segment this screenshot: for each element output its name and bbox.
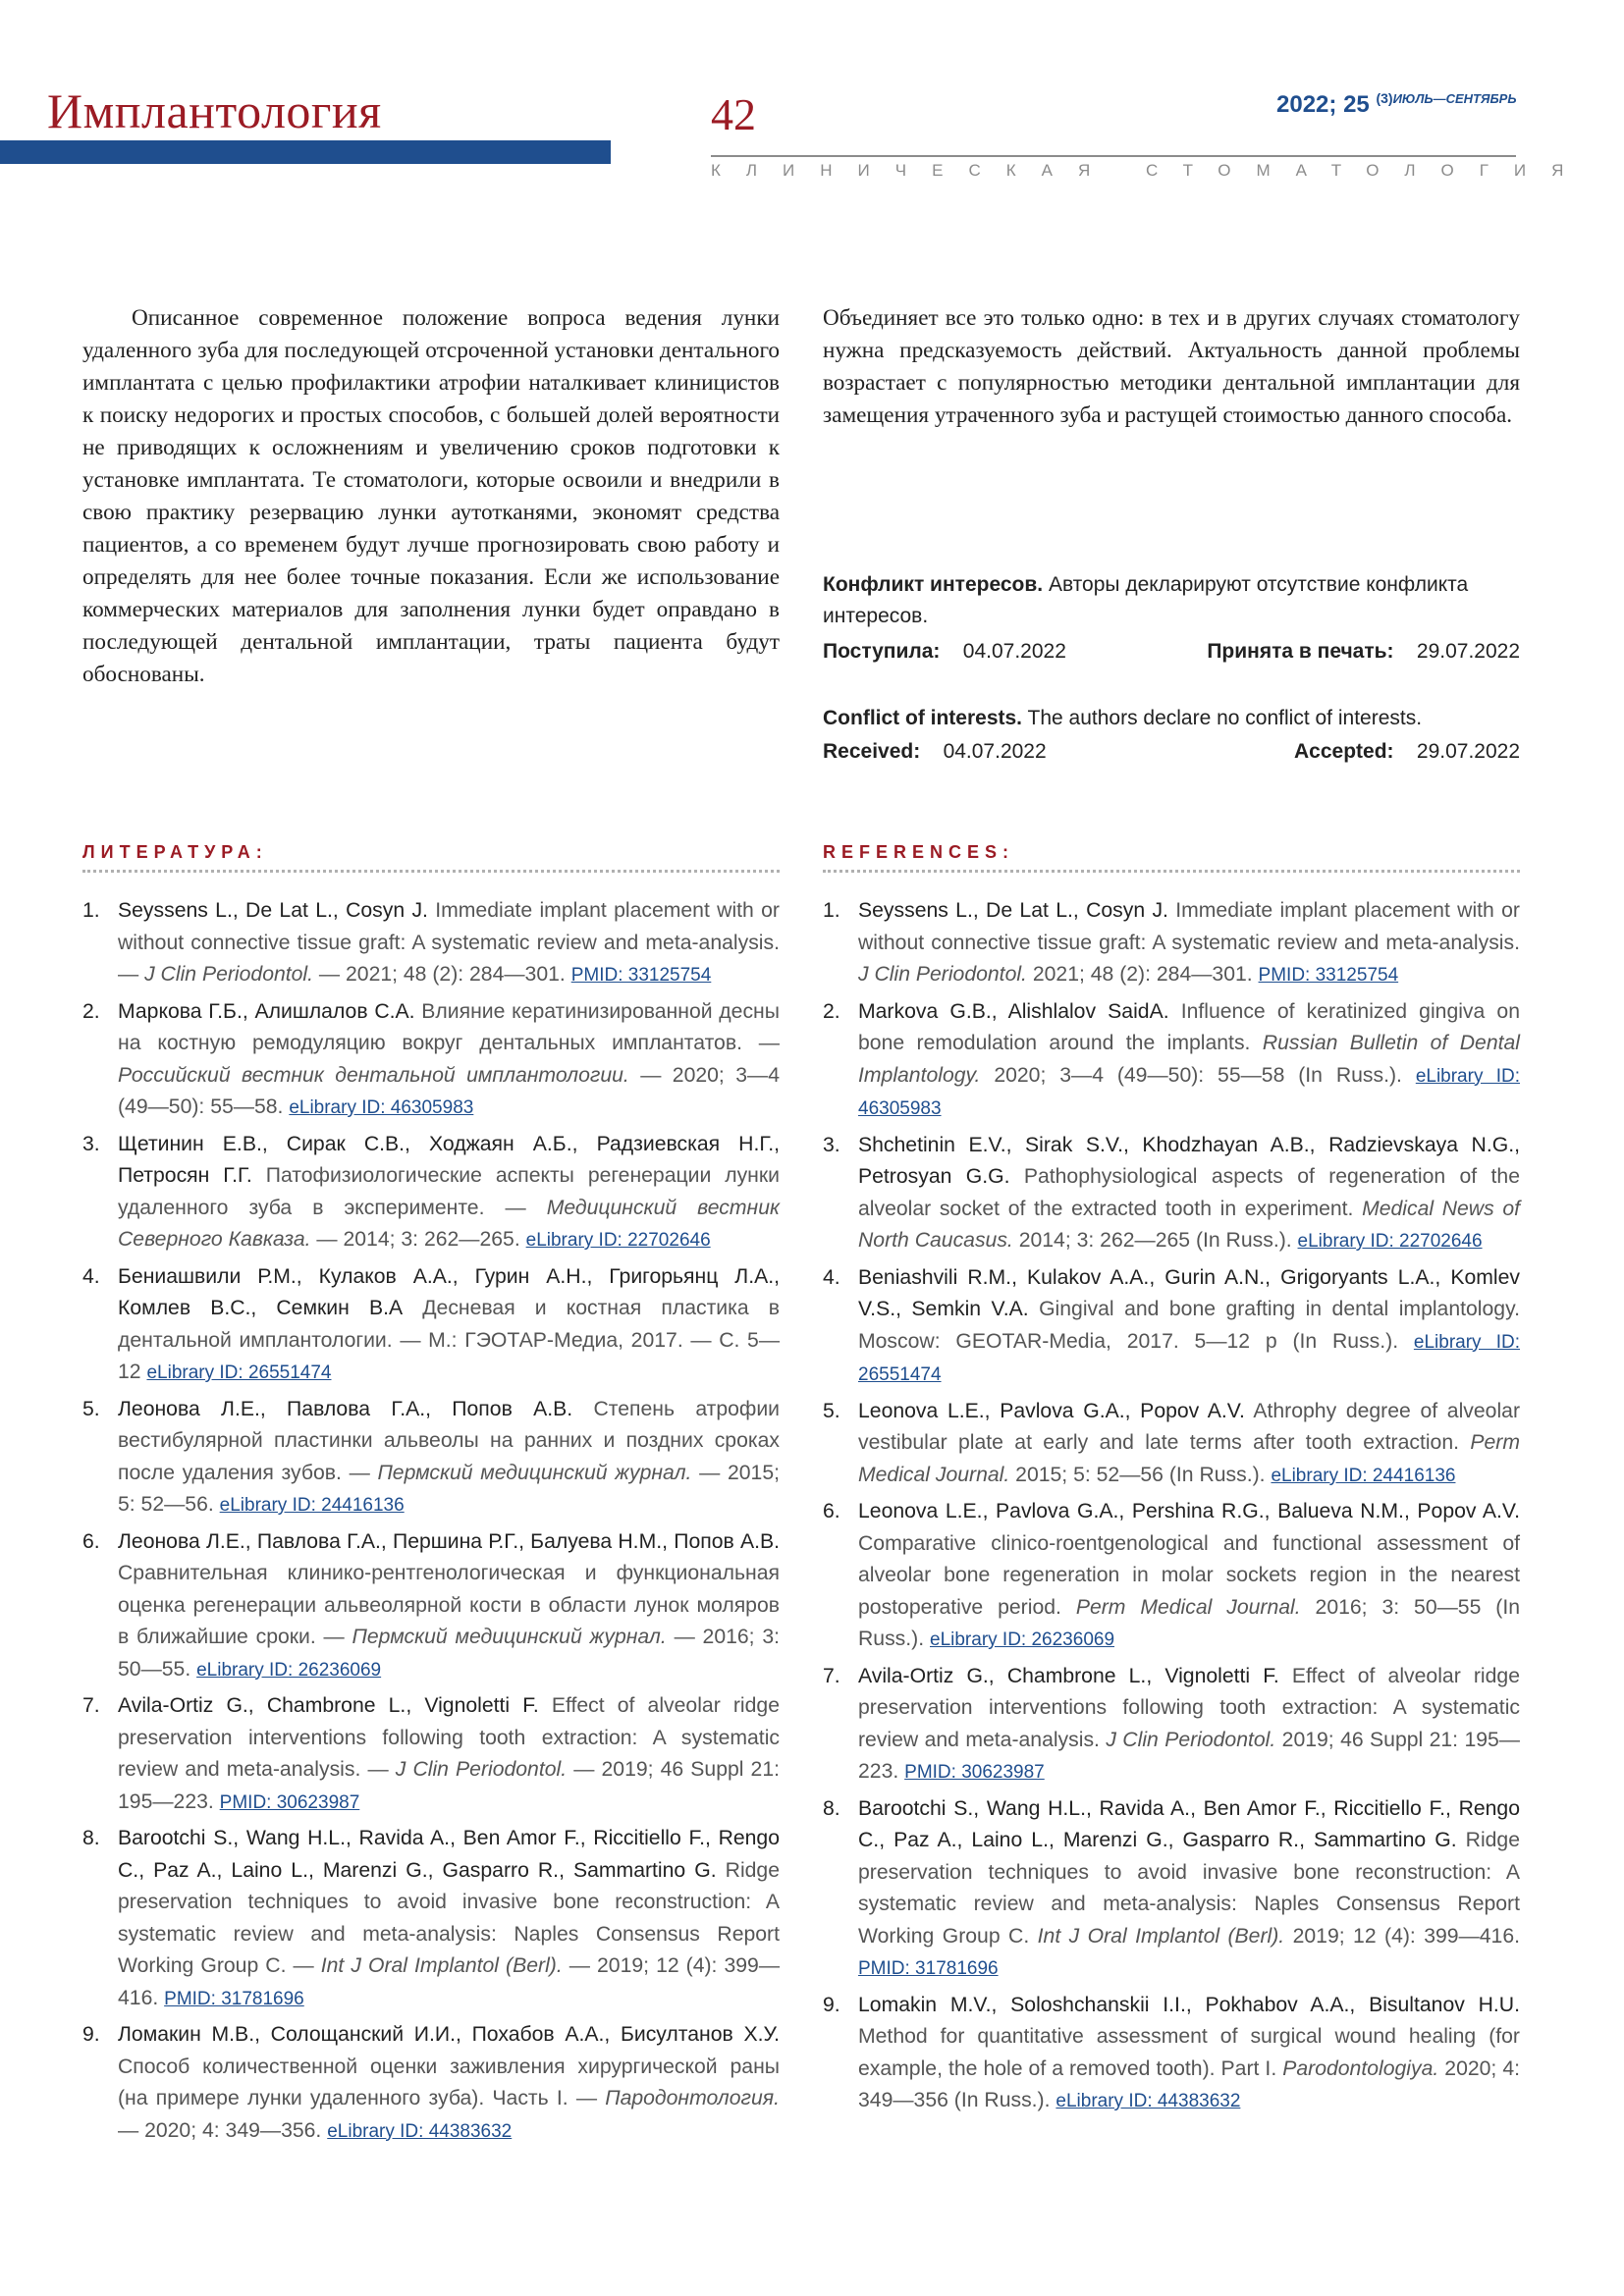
reference-title: Ridge preservation techniques to avoid invasive bone reconstruction: A systematic review and meta-analysis: Naples Consensus Report Working Group C. <box>858 1829 1520 1948</box>
literature-list <box>82 895 780 2152</box>
reference-link[interactable]: PMID: 30623987 <box>904 1762 1045 1783</box>
references-list <box>823 895 1520 2122</box>
received-en-date: 04.07.2022 <box>943 740 1047 763</box>
reference-journal: J Clin Periodontol. <box>144 963 314 986</box>
received-ru-date: 04.07.2022 <box>962 640 1066 663</box>
reference-title: Comparative clinico-roentgenological and functional assessment of alveolar bone regeneration in molar sockets region in the nearest postoperative period. <box>858 1531 1520 1619</box>
header-accent-bar <box>0 140 611 164</box>
coi-en-text: The authors declare no conflict of interests. <box>1027 707 1423 729</box>
reference-title: Effect of alveolar ridge preservation interventions following tooth extraction: A systematic review and meta-analysis. — <box>118 1694 780 1781</box>
reference-title: Method for quantitative assessment of surgical wound healing (for example, the hole of a removed tooth). Part I. <box>858 2025 1520 2080</box>
reference-link[interactable]: PMID: 31781696 <box>164 1988 304 2009</box>
reference-details: 2016; 3: 50—55 (In Russ.). <box>858 1595 1520 1650</box>
reference-number: 1. <box>823 899 840 922</box>
reference-item <box>82 1261 780 1390</box>
issue-volume: 25 <box>1343 91 1370 118</box>
body-paragraph-right: Объединяет все это только одно: в тех и в других случаях стоматологу нужна предсказуемость действий. Актуальность данной проблемы возрастает с популярностью методики дентальной имплантации для замещения утраченного зуба и растущей стоимостью данного способа. <box>823 305 1520 428</box>
reference-details: — 2016; 3: 50—55. <box>118 1626 781 1681</box>
dates-en <box>823 736 1520 768</box>
reference-link[interactable]: PMID: 33125754 <box>1258 965 1399 986</box>
reference-item <box>823 1396 1520 1493</box>
accepted-en-date: 29.07.2022 <box>1416 740 1520 763</box>
reference-authors: Бениашвили Р.М., Кулаков А.А., Гурин А.Н., Григорьянц Л.А., Комлев В.С., Семкин В.А <box>118 1264 780 1319</box>
reference-title: Pathophysiological aspects of regeneration of the alveolar socket of the extracted tooth in experiment. <box>858 1165 1520 1220</box>
coi-ru-label: Конфликт интересов. <box>823 573 1044 596</box>
reference-item <box>823 1793 1520 1986</box>
reference-number: 9. <box>823 1993 840 2016</box>
reference-details: 2020; 3—4 (49—50): 55—58 (In Russ.). <box>994 1063 1402 1087</box>
reference-authors: Avila-Ortiz G., Chambrone L., Vignoletti F. <box>118 1694 539 1717</box>
reference-details: 2019; 12 (4): 399—416. <box>1292 1924 1520 1948</box>
reference-journal: Int J Oral Implantol (Berl). <box>320 1954 563 1977</box>
reference-details: — 2020; 3—4 (49—50): 55—58. <box>118 1063 780 1118</box>
conflict-of-interest-en <box>823 703 1520 734</box>
reference-title: Effect of alveolar ridge preservation interventions following tooth extraction: A systematic review and meta-analysis. <box>858 1664 1520 1751</box>
reference-details: — М.: ГЭОТАР-Медиа, 2017. — С. 5—12 <box>118 1328 781 1383</box>
reference-journal: Perm Medical Journal. <box>858 1431 1520 1486</box>
reference-item <box>82 1526 780 1687</box>
reference-title: Влияние кератинизированной десны на костную ремодуляцию вокруг дентальных имплантатов. — <box>118 999 780 1054</box>
reference-title: Gingival and bone grafting in dental implantology. Moscow: GEOTAR-Media, 2017. 5—12 p (In Russ.). <box>858 1298 1520 1353</box>
reference-link[interactable]: eLibrary ID: 26551474 <box>146 1362 332 1383</box>
reference-number: 6. <box>82 1529 100 1553</box>
reference-item <box>823 895 1520 992</box>
reference-item <box>82 1129 780 1257</box>
reference-number: 8. <box>82 1827 100 1849</box>
reference-link[interactable]: eLibrary ID: 22702646 <box>1297 1231 1483 1252</box>
accepted-ru-label: Принята в печать: <box>1207 640 1394 663</box>
reference-link[interactable]: PMID: 31781696 <box>858 1958 999 1979</box>
reference-authors: Avila-Ortiz G., Chambrone L., Vignoletti F. <box>858 1664 1279 1687</box>
reference-link[interactable]: eLibrary ID: 44383632 <box>1056 2091 1241 2111</box>
literature-dotted-rule <box>82 870 780 873</box>
reference-details: — 2021; 48 (2): 284—301. <box>318 963 566 986</box>
reference-link[interactable]: eLibrary ID: 22702646 <box>525 1230 711 1251</box>
reference-number: 4. <box>82 1264 100 1288</box>
reference-number: 3. <box>82 1132 100 1155</box>
received-ru-label: Поступила: <box>823 640 941 663</box>
journal-name: КЛИНИЧЕСКАЯ СТОМАТОЛОГИЯ <box>711 161 1590 180</box>
body-paragraph-left: Описанное современное положение вопроса ведения лунки удаленного зуба для последующей отсроченной установки дентального имплантата с целью профилактики атрофии наталкивает клиницистов к поиску недорогих и простых способов, с большей долей вероятности не приводящих к осложнениям и увеличению сроков подготовки к установке имплантата. Те стоматологи, которые освоили и внедрили в свою практику резервацию лунки аутотканями, экономят средства пациентов, а со временем будут лучше прогнозировать свою работу и определять для нее более точные показания. Если же использование коммерческих материалов для заполнения лунки будет оправдано в последующей дентальной имплантации, траты пациента будут обоснованы. <box>82 305 780 687</box>
dates-ru <box>823 636 1520 667</box>
reference-item <box>82 2019 780 2148</box>
reference-number: 1. <box>82 899 100 922</box>
reference-journal: J Clin Periodontol. <box>395 1758 568 1781</box>
reference-item <box>82 1823 780 2015</box>
reference-authors: Markova G.B., Alishlalov SaidA. <box>858 999 1169 1023</box>
reference-item <box>823 1496 1520 1657</box>
reference-authors: Seyssens L., De Lat L., Cosyn J. <box>118 899 428 922</box>
coi-ru-text: Авторы декларируют отсутствие конфликта интересов. <box>823 573 1469 627</box>
reference-authors: Beniashvili R.M., Kulakov A.A., Gurin A.N., Grigoryants L.A., Komlev V.S., Semkin V.A. <box>858 1265 1520 1320</box>
reference-details: 2015; 5: 52—56 (In Russ.). <box>1015 1463 1266 1486</box>
reference-details: — 2019; 46 Suppl 21: 195—223. <box>118 1758 781 1813</box>
page-number: 42 <box>711 89 756 139</box>
reference-details: 2019; 46 Suppl 21: 195—223. <box>858 1728 1520 1783</box>
reference-journal: Пермский медицинский журнал. <box>352 1626 667 1648</box>
reference-journal: Российский вестник дентальной имплантологии. <box>118 1063 629 1087</box>
reference-authors: Леонова Л.Е., Павлова Г.А., Попов А.В. <box>118 1397 573 1420</box>
reference-journal: Пародонтология. <box>605 2087 780 2109</box>
reference-authors: Леонова Л.Е., Павлова Г.А., Першина Р.Г., Балуева Н.М., Попов А.В. <box>118 1529 780 1553</box>
reference-link[interactable]: eLibrary ID: 24416136 <box>1271 1465 1456 1486</box>
references-dotted-rule <box>823 870 1520 873</box>
reference-details: — 2019; 12 (4): 399—416. <box>118 1954 781 2009</box>
reference-authors: Ломакин М.В., Солощанский И.И., Похабов А.А., Бисултанов Х.У. <box>118 2023 780 2046</box>
reference-journal: Медицинский вестник Северного Кавказа. <box>118 1196 780 1251</box>
reference-link[interactable]: eLibrary ID: 46305983 <box>858 1065 1520 1119</box>
reference-number: 3. <box>823 1133 840 1156</box>
conflict-of-interest-ru <box>823 569 1520 632</box>
reference-journal: Int J Oral Implantol (Berl). <box>1037 1924 1285 1948</box>
reference-item <box>82 1690 780 1819</box>
reference-number: 7. <box>82 1694 100 1717</box>
issue-months: ИЮЛЬ—СЕНТЯБРЬ <box>1392 91 1517 106</box>
reference-title: Патофизиологические аспекты регенерации лунки удаленного зуба в эксперименте. — <box>118 1164 780 1219</box>
reference-item <box>823 1661 1520 1789</box>
reference-number: 6. <box>823 1500 840 1522</box>
reference-title: Способ количественной оценки заживления хирургической раны (на примере лунки удаленного зуба). Часть I. — <box>118 2055 780 2109</box>
reference-details: 2021; 48 (2): 284—301. <box>1032 963 1253 986</box>
reference-number: 5. <box>823 1399 840 1422</box>
reference-title: Athrophy degree of alveolar vestibular plate at early and late terms after tooth extraction. <box>858 1399 1521 1454</box>
reference-title: Influence of keratinized gingiva on bone remodulation around the implants. <box>858 999 1520 1054</box>
reference-authors: Маркова Г.Б., Алишлалов С.А. <box>118 999 415 1023</box>
reference-link[interactable]: eLibrary ID: 44383632 <box>327 2120 513 2142</box>
reference-journal: J Clin Periodontol. <box>1106 1728 1276 1751</box>
section-title: Имплантология <box>47 83 382 138</box>
reference-title: Immediate implant placement with or without connective tissue graft: A systematic review and meta-analysis. — <box>118 899 780 986</box>
reference-title: Десневая и костная пластика в дентальной имплантологии. <box>118 1297 780 1352</box>
reference-title: Immediate implant placement with or without connective tissue graft: A systematic review and meta-analysis. <box>858 899 1520 954</box>
reference-details: — 2014; 3: 262—265. <box>316 1228 520 1251</box>
reference-authors: Lomakin M.V., Soloshchanskii I.I., Pokhabov A.A., Bisultanov H.U. <box>858 1993 1520 2016</box>
reference-link[interactable]: eLibrary ID: 24416136 <box>219 1495 405 1516</box>
reference-authors: Barootchi S., Wang H.L., Ravida A., Ben Amor F., Riccitiello F., Rengo C., Paz A., Laino L., Marenzi G., Gasparro R., Sammartino G. <box>118 1827 780 1882</box>
accepted-ru-date: 29.07.2022 <box>1416 640 1520 663</box>
reference-authors: Leonova L.E., Pavlova G.A., Popov A.V. <box>858 1399 1245 1422</box>
reference-authors: Щетинин Е.В., Сирак С.В., Ходжаян А.Б., Радзиевская Н.Г., Петросян Г.Г. <box>118 1132 780 1187</box>
reference-item <box>823 1130 1520 1258</box>
reference-journal: J Clin Periodontol. <box>858 963 1027 986</box>
reference-journal: Medical News of North Caucasus. <box>858 1197 1520 1252</box>
reference-link[interactable]: eLibrary ID: 26236069 <box>930 1629 1115 1650</box>
reference-title: Ridge preservation techniques to avoid invasive bone reconstruction: A systematic review and meta-analysis: Naples Consensus Report Working Group C. — <box>118 1858 780 1977</box>
accepted-en-label: Accepted: <box>1294 740 1394 763</box>
reference-number: 4. <box>823 1265 840 1289</box>
reference-journal: Пермский медицинский журнал. <box>377 1461 692 1484</box>
reference-number: 2. <box>823 999 840 1023</box>
reference-link[interactable]: eLibrary ID: 26551474 <box>858 1331 1521 1385</box>
reference-number: 7. <box>823 1664 840 1687</box>
reference-number: 8. <box>823 1796 840 1820</box>
reference-link[interactable]: eLibrary ID: 46305983 <box>289 1097 474 1118</box>
reference-number: 9. <box>82 2023 100 2046</box>
reference-title: Степень атрофии вестибулярной пластинки альвеолы на ранних и поздних сроках после удаления зубов. — <box>118 1397 781 1484</box>
reference-item <box>82 895 780 992</box>
reference-details: 2014; 3: 262—265 (In Russ.). <box>1018 1229 1292 1252</box>
reference-number: 2. <box>82 999 100 1023</box>
reference-journal: Russian Bulletin of Dental Implantology. <box>858 1032 1520 1087</box>
issue-year: 2022; <box>1276 91 1337 118</box>
reference-number: 5. <box>82 1397 100 1420</box>
reference-link[interactable]: eLibrary ID: 26236069 <box>196 1659 382 1681</box>
reference-journal: Parodontologiya. <box>1282 2056 1439 2080</box>
coi-en-label: Conflict of interests. <box>823 707 1023 729</box>
reference-item <box>82 996 780 1125</box>
reference-journal: Perm Medical Journal. <box>1075 1595 1301 1619</box>
reference-item <box>823 1990 1520 2118</box>
reference-details: — 2015; 5: 52—56. <box>118 1461 780 1516</box>
reference-item <box>823 996 1520 1126</box>
header-rule <box>711 155 1516 157</box>
reference-authors: Leonova L.E., Pavlova G.A., Pershina R.G., Balueva N.M., Popov A.V. <box>858 1500 1520 1522</box>
issue-number: (3) <box>1376 90 1393 106</box>
reference-title: Сравнительная клинико-рентгенологическая и функциональная оценка регенерации альвеолярной кости в области лунок моляров в ближайшие сроки. — <box>118 1562 780 1648</box>
reference-authors: Barootchi S., Wang H.L., Ravida A., Ben Amor F., Riccitiello F., Rengo C., Paz A., Laino L., Marenzi G., Gasparro R., Sammartino G. <box>858 1796 1520 1851</box>
references-heading: REFERENCES: <box>823 842 1015 862</box>
received-en-label: Received: <box>823 740 921 763</box>
reference-item <box>823 1262 1520 1392</box>
reference-authors: Seyssens L., De Lat L., Cosyn J. <box>858 899 1168 922</box>
reference-authors: Shchetinin E.V., Sirak S.V., Khodzhayan A.B., Radzievskaya N.G., Petrosyan G.G. <box>858 1133 1520 1188</box>
reference-link[interactable]: PMID: 33125754 <box>570 965 712 986</box>
issue-info <box>1276 90 1517 119</box>
reference-item <box>82 1394 780 1522</box>
reference-details: 2020; 4: 349—356 (In Russ.). <box>858 2056 1521 2111</box>
reference-link[interactable]: PMID: 30623987 <box>219 1791 360 1813</box>
literature-heading: ЛИТЕРАТУРА: <box>82 842 268 862</box>
reference-details: — 2020; 4: 349—356. <box>118 2118 322 2142</box>
